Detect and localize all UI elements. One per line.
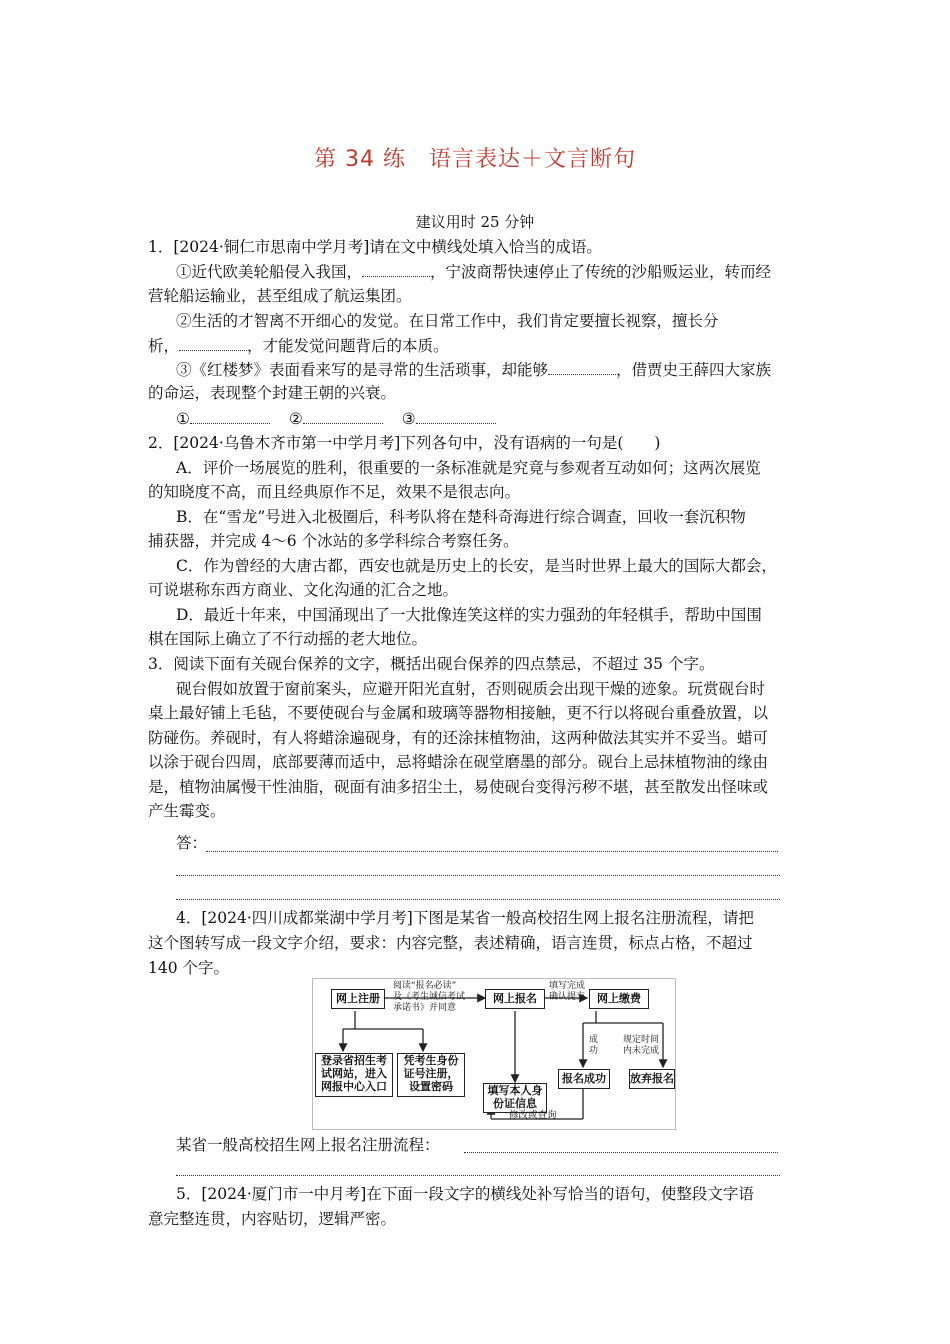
box-online-apply: 网上报名	[485, 989, 545, 1009]
q4-answer-label: 某省一般高校招生网上报名注册流程：	[176, 1136, 440, 1154]
q1-answer-blank3[interactable]	[416, 407, 496, 424]
page-title: 第 34 练 语言表达＋文言断句	[314, 147, 636, 172]
q1-answer-row: ① ② ③	[176, 407, 496, 430]
q3-answer-line2[interactable]	[176, 874, 780, 876]
q4-answer-line1[interactable]	[464, 1151, 778, 1153]
box-online-pay: 网上缴费	[589, 989, 649, 1009]
q1-blank3[interactable]	[548, 358, 616, 375]
q3-answer-line1[interactable]	[206, 850, 778, 852]
label-timeout: 规定时间 内未完成	[623, 1035, 660, 1056]
q4-answer-line2[interactable]	[176, 1174, 780, 1176]
label-success: 成 功	[589, 1035, 599, 1056]
q3-passage-line1: 砚台假如放置于窗前案头，应避开阳光直射，否则砚质会出现干燥的迹象。玩赏砚台时	[176, 680, 766, 698]
q2-stem: 2．[2024·乌鲁木齐市第一中学月考]下列各句中，没有语病的一句是( )	[148, 434, 661, 452]
q3-passage-line3: 防碰伤。养砚时，有人将蜡涂遍砚身，有的还涂抹植物油，这两种做法其实并不妥当。蜡可	[148, 729, 769, 747]
label-modify-query: 修改或查询	[509, 1110, 557, 1121]
box-fill-id-info: 填写本人身 份证信息	[483, 1083, 547, 1113]
q1-sentence2-line1: ②生活的才智离不开细心的发觉。在日常工作中，我们肯定要擅长视察，擅长分	[176, 312, 719, 330]
q2-option-a-line1: A．评价一场展览的胜利，很重要的一条标准就是究竟与参观者互动如何；这两次展览	[176, 459, 761, 477]
q3-passage-line4: 以涂于砚台四周，底部要薄而适中，忌将蜡涂在砚堂磨墨的部分。砚台上忌抹植物油的缘由	[148, 753, 769, 771]
q1-answer-blank2[interactable]	[303, 407, 383, 424]
q1-sentence2-line2: 析， ，才能发觉问题背后的本质。	[148, 334, 449, 357]
q3-passage-line6: 产生霉变。	[148, 802, 226, 820]
registration-flowchart	[312, 978, 676, 1130]
label-submit: 填写完成 确认提交	[549, 981, 586, 1002]
q2-option-a-line2: 的知晓度不高，而且经典原作不足，效果不是很志向。	[148, 483, 521, 501]
q2-option-d-line1: D．最近十年来，中国涌现出了一大批像连笑这样的实力强劲的年轻棋手，帮助中国围	[176, 606, 762, 624]
q4-stem-line1: 4．[2024·四川成都棠湖中学月考]下图是某省一般高校招生网上报名注册流程，请把	[176, 909, 754, 927]
label-read-notice: 阅读“报名必读” 及《考生诚信考试 承诺书》并同意	[393, 981, 466, 1013]
q1-answer-blank1[interactable]	[190, 407, 270, 424]
box-id-register: 凭考生身份 证号注册， 设置密码	[397, 1053, 465, 1097]
q3-answer-line3[interactable]	[176, 898, 780, 900]
box-online-register: 网上注册	[331, 989, 385, 1009]
box-apply-success: 报名成功	[558, 1069, 610, 1089]
q4-stem-line3: 140 个字。	[148, 959, 230, 977]
q2-option-b-line1: B．在“雪龙”号进入北极圈后，科考队将在楚科奇海进行综合调查，回收一套沉积物	[176, 508, 746, 526]
q2-option-c-line1: C．作为曾经的大唐古都，西安也就是历史上的长安，是当时世界上最大的国际大都会，	[176, 557, 777, 575]
q5-stem-line1: 5．[2024·厦门市一中月考]在下面一段文字的横线处补写恰当的语句，使整段文字语	[176, 1185, 754, 1203]
q3-stem: 3．阅读下面有关砚台保养的文字，概括出砚台保养的四点禁忌，不超过 35 个字。	[148, 655, 715, 673]
box-abandon-apply: 放弃报名	[629, 1069, 675, 1089]
q5-stem-line2: 意完整连贯，内容贴切，逻辑严密。	[148, 1210, 397, 1228]
suggested-time: 建议用时 25 分钟	[415, 213, 535, 231]
q1-sentence1-line1: ①近代欧美轮船侵入我国， ，宁波商帮快速停止了传统的沙船贩运业，转而经	[176, 260, 771, 283]
q2-option-d-line2: 棋在国际上确立了不行动摇的老大地位。	[148, 630, 428, 648]
q1-sentence1-line2: 营轮船运输业，甚至组成了航运集团。	[148, 287, 412, 305]
q1-blank1[interactable]	[362, 260, 430, 277]
q2-option-b-line2: 捕获器，并完成 4～6 个冰站的多学科综合考察任务。	[148, 532, 519, 550]
q1-blank2[interactable]	[179, 334, 247, 351]
q1-stem: 1．[2024·铜仁市思南中学月考]请在文中横线处填入恰当的成语。	[148, 238, 602, 256]
q4-stem-line2: 这个图转写成一段文字介绍，要求：内容完整，表述精确，语言连贯，标点占格，不超过	[148, 934, 753, 952]
q3-passage-line5: 是，植物油属慢干性油脂，砚面有油多招尘土，易使砚台变得污秽不堪，甚至散发出怪味或	[148, 778, 769, 796]
q3-passage-line2: 桌上最好铺上毛毡，不要使砚台与金属和玻璃等器物相接触，更不行以将砚台重叠放置，以	[148, 704, 769, 722]
q1-sentence3-line2: 的命运，表现整个封建王朝的兴衰。	[148, 384, 397, 402]
box-login-site: 登录省招生考 试网站，进入 网报中心入口	[315, 1053, 393, 1097]
q1-sentence3-line1: ③《红楼梦》表面看来写的是寻常的生活琐事，却能够 ，借贾史王薛四大家族	[176, 358, 771, 381]
q3-answer-label: 答：	[176, 834, 208, 852]
q2-option-c-line2: 可说堪称东西方商业、文化沟通的汇合之地。	[148, 581, 459, 599]
